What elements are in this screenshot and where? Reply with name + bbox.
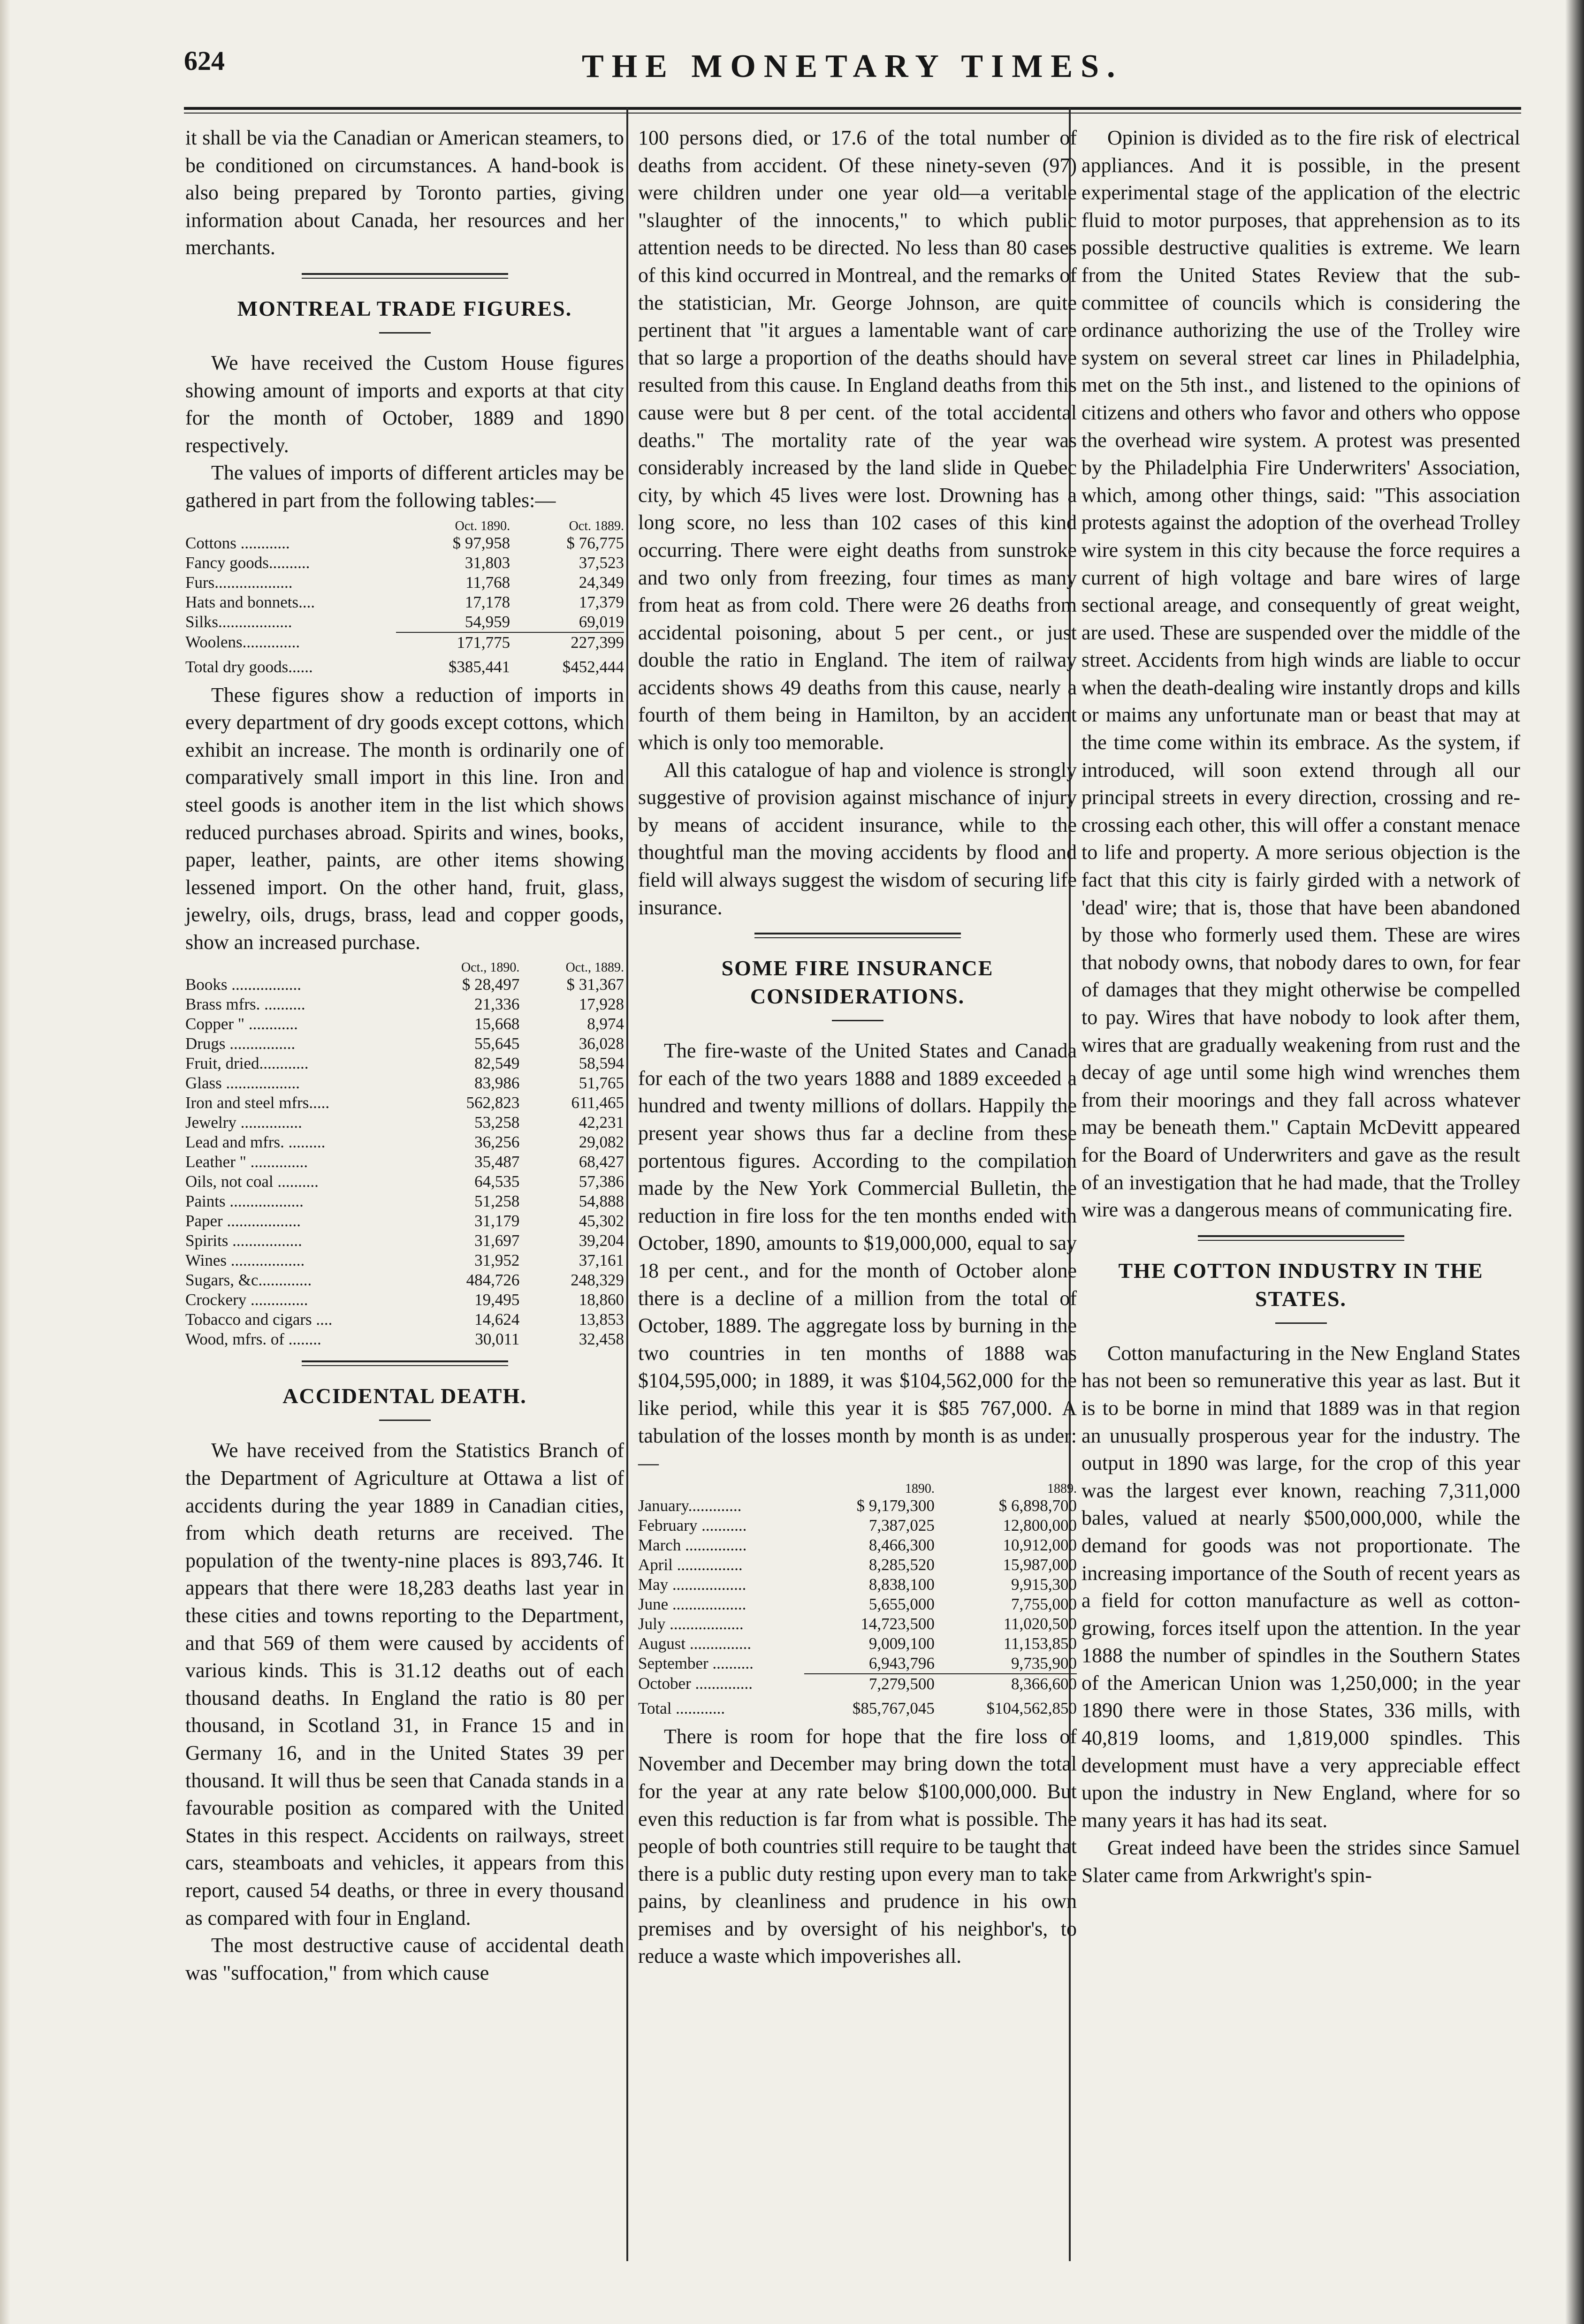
table-cell: 54,888 — [579, 1192, 624, 1211]
table-cell: Sugars, &c............. — [185, 1271, 312, 1290]
table-cell: Fruit, dried............ — [185, 1054, 309, 1073]
table-cell: 7,755,000 — [1011, 1595, 1077, 1613]
section-separator — [302, 273, 508, 279]
cotton-heading: THE COTTON INDUSTRY IN THE STATES. — [1118, 1258, 1484, 1311]
table-cell: 36,256 — [474, 1133, 520, 1152]
table-cell: 5,655,000 — [868, 1595, 935, 1613]
table-cell: Iron and steel mfrs..... — [185, 1094, 330, 1112]
heading-rule — [1275, 1322, 1327, 1324]
table-cell: Hats and bonnets.... — [185, 592, 315, 611]
column-1 — [185, 124, 624, 1987]
montreal-p1: We have received the Custom House figures showing amount of imports and exports at that city for the month of October, 1889 and 1890 respectively. — [185, 351, 624, 457]
table-cell: 17,928 — [579, 995, 624, 1014]
table-cell: March ............... — [638, 1535, 747, 1554]
table-cell: 8,466,300 — [868, 1535, 935, 1554]
table-cell: 57,386 — [579, 1172, 624, 1191]
table-cell: 64,535 — [474, 1172, 520, 1191]
table-total: $104,562,850 — [986, 1699, 1077, 1717]
table-cell: 31,697 — [474, 1231, 520, 1250]
left-page-edge — [0, 0, 10, 2324]
table-total-label: Total ............ — [638, 1699, 725, 1717]
table-cell: 69,019 — [579, 612, 624, 631]
table-cell: Lead and mfrs. ......... — [185, 1133, 326, 1152]
table-cell: Oils, not coal .......... — [185, 1172, 319, 1191]
table-cell: Wines .................. — [185, 1251, 305, 1270]
table-cell: 29,082 — [579, 1133, 624, 1152]
table-cell: Cottons ............ — [185, 533, 290, 552]
table-cell: June .................. — [638, 1595, 746, 1613]
table-cell: 8,838,100 — [868, 1575, 935, 1594]
table-cell: 10,912,000 — [1003, 1535, 1077, 1554]
table-cell: Paper .................. — [185, 1212, 301, 1230]
accidental-p3: All this catalogue of hap and violence is strongly suggestive of provision against mischance of injury by means of accident insurance, while to the thoughtful man the moving accidents by flood and field will always suggest the wisdom of securing life insurance. — [638, 758, 1077, 919]
fire-p2: There is room for hope that the fire loss of November and December may bring down the total for the year at any rate below $100,000,000. But even this reduction is far from what is possible. The people of both countries still require to be taught that there is a public duty resting upon every man to take pains, by cleanliness and prudence in his own premises and by oversight of his neighbor's, to reduce a waste which impoverishes all. — [638, 1724, 1077, 1968]
table-cell: Spirits ................. — [185, 1231, 302, 1250]
table-cell: 55,645 — [474, 1034, 520, 1053]
table-cell: 31,952 — [474, 1251, 520, 1270]
table-cell: 30,011 — [475, 1330, 520, 1349]
table-cell: 17,178 — [465, 592, 510, 611]
table-cell: Leather " .............. — [185, 1153, 308, 1171]
table-cell: 82,549 — [474, 1054, 520, 1073]
intro-paragraph: it shall be via the Canadian or American steamers, to be conditioned on circumstances. A hand-book is also being prepared by Toronto parties, giving information about Canada, her resources and her merchants. — [185, 126, 624, 259]
table-cell: Glass .................. — [185, 1074, 300, 1093]
table-cell: 11,153,850 — [1003, 1634, 1077, 1653]
table-cell: 19,495 — [474, 1291, 520, 1309]
cotton-p1: Cotton manufacturing in the New England States has not been so remunerative this year as last. But it is to be borne in mind that 1889 was in that region an unusually prosperous year for the industry. The output in 1890 was large, for the crop of this year was the largest ever known, reaching 7,311,000 bales, valued at nearly $500,000,000, while the demand for goods was not proportionate. The increasing importance of the South of recent years as a field for cotton manufacture as well as cotton-growing, forces itself upon the attention. In the year 1888 the number of spindles in the Southern States of the American Union was 1,250,000; in the year 1890 there were in those States, 336 mills, with 40,819 looms, and 1,819,000 spindles. This development must have a very appreciable effect upon the industry in New England, where for so many years it has had its seat. — [1081, 1341, 1520, 1832]
table-cell: 14,723,500 — [861, 1614, 935, 1633]
fire-heading: SOME FIRE INSURANCE CONSIDERATIONS. — [721, 956, 994, 1009]
table-cell: 51,765 — [579, 1074, 624, 1093]
header-rule-thin — [184, 113, 1521, 114]
table-cell: Brass mfrs. .......... — [185, 995, 305, 1014]
table-cell: 32,458 — [579, 1330, 624, 1349]
table-cell: 18,860 — [579, 1291, 624, 1309]
montreal-heading: MONTREAL TRADE FIGURES. — [237, 296, 572, 320]
table-col-header: Oct., 1890. — [461, 960, 520, 975]
table-col-header: Oct. 1890. — [455, 518, 510, 533]
accidental-p1: We have received from the Statistics Branch of the Department of Agriculture at Ottawa a list of accidents during the year 1889 in Canadian cities, from which death returns are received. The population of the twenty-nine places is 893,746. It appears that there were 18,283 deaths last year in these cities and towns reporting to the Department, and that 569 of them were caused by accidents of various kinds. This is 31.12 deaths out of each thousand deaths. In England the ratio is 80 per thousand, in Scotland 31, in France 15 and in Germany 16, and in the United States 39 per thousand. It will thus be seen that Canada stands in a favourable position as compared with the United States in this respect. Accidents on railways, street cars, steamboats and vehicles, it appears from this report, caused 54 deaths, or three in every thousand as compared with four in England. — [185, 1439, 624, 1929]
table-cell: Paints .................. — [185, 1192, 304, 1211]
table-cell: Tobacco and cigars .... — [185, 1310, 333, 1329]
table-cell: September .......... — [638, 1654, 754, 1673]
table-col-header: 1890. — [905, 1481, 935, 1496]
accidental-continued: 100 persons died, or 17.6 of the total number of deaths from accident. Of these ninety-seven (97) were children under one year old—a veritable "slaughter of the innocents," to which public attention needs to be directed. No less than 80 cases of this kind occurred in Montreal, and the remarks of the statistician, Mr. George Johnson, are quite pertinent that "it argues a lamentable want of care that so large a proportion of the deaths should have resulted from this cause. In England deaths from this cause were but 8 per cent. of the total accidental deaths." The mortality rate of the year was considerably increased by the land slide in Quebec city, by which 45 lives were lost. Drowning has a long score, no less than 102 cases of this kind occurring. There were eight deaths from sunstroke and two only from freezing, four times as many from heat as from cold. There were 26 deaths from accidental poisoning, about 5 per cent., or just double the ratio in England. The item of railway accidents shows 49 deaths from this cause, nearly a fourth of them being in Hamilton, by an accident which is only too memorable. — [638, 126, 1077, 754]
table-cell: 35,487 — [474, 1153, 520, 1171]
table-cell: $ 31,367 — [566, 975, 624, 994]
table-cell: 83,986 — [474, 1074, 520, 1093]
accidental-heading: ACCIDENTAL DEATH. — [282, 1384, 527, 1408]
table-cell: $ 97,958 — [452, 533, 510, 552]
table-cell: 45,302 — [579, 1212, 624, 1230]
montreal-p3: These figures show a reduction of imports in every department of dry goods except cottons, which exhibit an increase. The month is ordinarily one of comparatively small import in this line. Iron and steel goods is another item in the list which shows reduced purchases abroad. Spirits and wines, books, paper, leather, paints, are other items showing lessened import. On the other hand, fruit, glass, jewelry, oils, drugs, brass, lead and copper goods, show an increased purchase. — [185, 683, 624, 954]
montreal-p2: The values of imports of different articles may be gathered in part from the following tables:— — [185, 461, 624, 512]
table-cell: 24,349 — [579, 573, 624, 592]
page-number: 624 — [184, 46, 225, 76]
heading-rule — [832, 1020, 883, 1021]
table-cell: 6,943,796 — [868, 1654, 935, 1672]
table-cell: 9,735,900 — [1011, 1654, 1077, 1672]
table-cell: $ 6,898,700 — [998, 1496, 1077, 1515]
section-separator — [754, 933, 961, 938]
table-col-header: Oct., 1889. — [565, 960, 624, 975]
table-cell: $ 28,497 — [462, 975, 520, 994]
table-total: $85,767,045 — [852, 1699, 935, 1717]
table-cell: 53,258 — [474, 1113, 520, 1132]
table-cell: Drugs ................ — [185, 1034, 296, 1053]
imports-table — [185, 961, 624, 1349]
table-cell: February ........... — [638, 1516, 747, 1534]
table-cell: Copper " ............ — [185, 1015, 298, 1033]
table-cell: Books ................. — [185, 975, 301, 994]
table-cell: January............. — [638, 1496, 742, 1515]
table-cell: 39,204 — [579, 1231, 624, 1250]
table-cell: 54,959 — [465, 612, 510, 631]
table-cell: 11,768 — [465, 573, 510, 592]
table-cell: Crockery .............. — [185, 1291, 308, 1309]
table-cell: 9,915,300 — [1011, 1575, 1077, 1594]
masthead-title: THE MONETARY TIMES. — [582, 48, 1123, 84]
table-col-header: 1889. — [1047, 1481, 1077, 1496]
table-cell: May .................. — [638, 1575, 746, 1594]
table-cell: 13,853 — [579, 1310, 624, 1329]
table-cell: 31,803 — [465, 553, 510, 572]
table-total-label: Total dry goods...... — [185, 657, 313, 676]
table-cell: 37,161 — [579, 1251, 624, 1270]
fire-loss-table — [638, 1482, 1077, 1718]
table-cell: Jewelry ............... — [185, 1113, 302, 1132]
right-page-edge — [1565, 0, 1584, 2324]
column-3 — [1081, 124, 1520, 1890]
table-cell: Woolens.............. — [185, 633, 300, 652]
table-cell: 42,231 — [579, 1113, 624, 1132]
table-total: $452,444 — [562, 657, 624, 676]
table-cell: 37,523 — [579, 553, 624, 572]
table-cell: 248,329 — [571, 1271, 624, 1290]
cotton-p2: Great indeed have been the strides since Samuel Slater came from Arkwright's spin- — [1081, 1836, 1520, 1887]
table-cell: 8,285,520 — [868, 1555, 935, 1574]
table-cell: 68,427 — [579, 1153, 624, 1171]
table-cell: 7,279,500 — [804, 1674, 935, 1694]
table-cell: 611,465 — [571, 1094, 624, 1112]
table-cell: 36,028 — [579, 1034, 624, 1053]
table-cell: 58,594 — [579, 1054, 624, 1073]
table-cell: 17,379 — [579, 592, 624, 611]
table-cell: Furs................... — [185, 573, 293, 592]
fire-p1: The fire-waste of the United States and Canada for each of the two years 1888 and 1889 exceeded a hundred and twenty millions of dollars. Happily the present year shows thus far a decline from these portentous figures. According to the compilation made by the New York Commercial Bulletin, the reduction in fire loss for the ten months ended with October, 1890, amounts to $19,000,000, equal to say 18 per cent., and for the month of October alone there is a decline of a million from the total of October, 1889. The aggregate loss by burning in the two countries in ten months of 1888 was $104,595,000; in 1889, it was $104,562,000 for the like period, while this year it is $85 767,000. A tabulation of the losses month by month is as under:— — [638, 1039, 1077, 1475]
column-2 — [638, 124, 1077, 1970]
table-cell: 14,624 — [474, 1310, 520, 1329]
heading-rule — [379, 332, 431, 334]
accidental-p2: The most destructive cause of accidental death was "suffocation," from which cause — [185, 1934, 624, 1984]
table-cell: 12,800,000 — [1003, 1516, 1077, 1534]
table-cell: August ............... — [638, 1634, 752, 1653]
table-cell: 31,179 — [474, 1212, 520, 1230]
table-cell: 171,775 — [396, 632, 510, 653]
table-cell: 21,336 — [474, 995, 520, 1014]
table-cell: 51,258 — [474, 1192, 520, 1211]
table-cell: 227,399 — [510, 632, 624, 653]
table-cell: 15,987,000 — [1003, 1555, 1077, 1574]
section-separator — [302, 1360, 508, 1366]
section-separator — [1198, 1235, 1404, 1241]
column-divider-1 — [626, 108, 628, 2261]
table-cell: 8,974 — [587, 1015, 624, 1033]
electrical-paragraph: Opinion is divided as to the fire risk of electrical appliances. And it is possible, in the present experimental stage of the application of the electric fluid to motor purposes, that apprehension as to its possible destructive qualities is extreme. We learn from the United States Review that the sub-committee of councils which is considering the ordinance authorizing the use of the Trolley wire system on several street car lines in Philadelphia, met on the 5th inst., and listened to the opinions of citizens and others who favor and others who oppose the overhead wire system. A protest was presented by the Philadelphia Fire Underwriters' Association, which, among other things, said: "This association protests against the adoption of the overhead Trolley wire system in this city because the force requires a current of high voltage and bare wires of large sectional areage, and consequently of great weight, are used. These are suspended over the middle of the street. Accidents from high winds are liable to occur when the death-dealing wire instantly drops and kills or maims any unfortunate man or beast that may at the time come within its embrace. As the system, if introduced, will soon extend through all our principal streets in every direction, crossing and re-crossing each other, this will offer a constant menace to life and property. A more serious objection is the fact that this city is fairly girded with a network of 'dead' wire; that is, those that have been abandoned by those who formerly used them. These are wires that nobody owns, that nobody dares to own, for fear of damages that they might otherwise be compelled to pay. Wires that have nobody to look after them, wires that are gradually weakening from rust and the decay of age until some high wind wrenches them from their moorings and they fall across whatever may be beneath them." Captain McDevitt appeared for the Board of Underwriters and gave as the result of an investigation that he had made, that the Trolley wire was a dangerous means of communicating fire. — [1081, 126, 1520, 1222]
table-cell: Silks.................. — [185, 613, 292, 631]
table-cell: 9,009,100 — [868, 1634, 935, 1653]
table-cell: 15,668 — [474, 1015, 520, 1033]
table-cell: $ 76,775 — [566, 533, 624, 552]
table-total: $385,441 — [448, 657, 510, 676]
table-cell: 7,387,025 — [868, 1516, 935, 1534]
table-cell: $ 9,179,300 — [856, 1496, 935, 1515]
table-cell: 484,726 — [466, 1271, 520, 1290]
table-cell: October .............. — [638, 1674, 753, 1693]
dry-goods-table — [185, 519, 624, 677]
table-cell: 562,823 — [466, 1094, 520, 1112]
table-cell: 8,366,600 — [935, 1674, 1077, 1694]
table-cell: Wood, mfrs. of ........ — [185, 1330, 321, 1349]
table-cell: April ................ — [638, 1555, 743, 1574]
table-cell: Fancy goods.......... — [185, 553, 310, 572]
table-col-header: Oct. 1889. — [569, 518, 624, 533]
table-cell: 11,020,500 — [1003, 1614, 1077, 1633]
table-cell: July .................. — [638, 1614, 744, 1633]
heading-rule — [379, 1420, 431, 1421]
header-rule-thick — [184, 107, 1521, 110]
